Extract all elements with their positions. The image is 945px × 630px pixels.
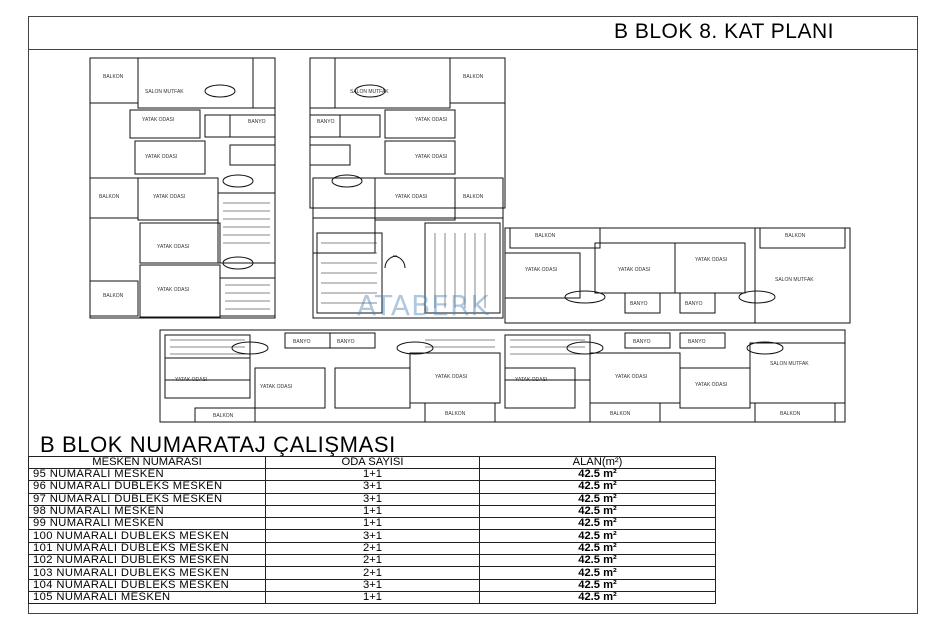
living-room [335,58,450,108]
stair-room [505,335,590,380]
room-label: BANYO [317,119,335,125]
room-label: YATAK ODASI [515,377,548,383]
bathroom-room [340,115,380,137]
table-row [29,591,716,603]
bathroom-room [230,145,275,165]
room-label: BANYO [688,339,706,345]
bedroom-room [505,368,575,408]
room-label: SALON MUTFAK [770,361,809,367]
room-label: BALKON [99,194,120,200]
room-label: YATAK ODASI [157,287,190,293]
left-tower-outline [90,58,275,318]
column-header-mesken: MESKEN NUMARASI [29,457,266,469]
room-label: BALKON [445,411,466,417]
cell-mesken: 100 NUMARALI DUBLEKS MESKEN [29,530,266,542]
room-label: BANYO [633,339,651,345]
table-row [29,469,716,481]
room-label: BALKON [785,233,806,239]
unit-tag [397,342,433,354]
kitchen-strip [310,58,335,108]
room-label: YATAK ODASI [525,267,558,273]
bedroom-room [385,110,455,138]
room-label: YATAK ODASI [695,382,728,388]
room-label: YATAK ODASI [153,194,186,200]
cell-mesken: 97 NUMARALI DUBLEKS MESKEN [29,493,266,505]
room-label: YATAK ODASI [395,194,428,200]
room-label: YATAK ODASI [142,117,175,123]
bathroom-room [205,115,230,137]
unit-tag [565,291,605,303]
room-label: SALON MUTFAK [145,89,184,95]
room-label: BANYO [685,301,703,307]
cell-alan: 42.5 m² [480,530,716,542]
right-tower-outline [310,58,505,208]
room-label: BALKON [535,233,556,239]
cell-mesken: 104 NUMARALI DUBLEKS MESKEN [29,579,266,591]
room-label: BALKON [213,413,234,419]
living-room [755,228,850,323]
cell-mesken: 99 NUMARALI MESKEN [29,518,266,530]
cell-mesken: 105 NUMARALI MESKEN [29,591,266,603]
room-label: BANYO [337,339,355,345]
room-label: YATAK ODASI [145,154,178,160]
cell-alan: 42.5 m² [480,567,716,579]
room-label: YATAK ODASI [695,257,728,263]
cell-alan: 42.5 m² [480,505,716,517]
door-swing [385,256,397,268]
room-label: BANYO [293,339,311,345]
table-row [29,530,716,542]
cell-alan: 42.5 m² [480,481,716,493]
room-label: YATAK ODASI [260,384,293,390]
table-row [29,481,716,493]
cell-oda: 2+1 [266,542,480,554]
table-title: B BLOK NUMARATAJ ÇALIŞMASI [40,432,396,457]
cell-oda: 3+1 [266,493,480,505]
table-row [29,505,716,517]
room-label: BALKON [103,293,124,299]
stair-room [220,278,275,316]
cell-alan: 42.5 m² [480,579,716,591]
bedroom-room [680,368,750,408]
bedroom-room [335,368,410,408]
page-title: B BLOK 8. KAT PLANI [614,20,834,43]
room-label: YATAK ODASI [615,374,648,380]
cell-alan: 42.5 m² [480,555,716,567]
balcony-room [450,58,505,103]
balcony-room [90,58,138,103]
room-label: BALKON [463,194,484,200]
column-header-alan: ALAN(m²) [480,457,716,469]
table-row [29,518,716,530]
room-label: BALKON [780,411,801,417]
room-label: YATAK ODASI [435,374,468,380]
room-label: YATAK ODASI [415,117,448,123]
cell-alan: 42.5 m² [480,518,716,530]
unit-tag [747,342,783,354]
unit-tag [739,291,775,303]
living-room [750,343,845,403]
table-row [29,555,716,567]
cell-mesken: 103 NUMARALI DUBLEKS MESKEN [29,567,266,579]
cell-alan: 42.5 m² [480,469,716,481]
room-label: YATAK ODASI [157,244,190,250]
kitchen-strip [253,58,275,108]
bathroom-room [310,145,350,165]
room-label: YATAK ODASI [175,377,208,383]
cell-oda: 3+1 [266,579,480,591]
unit-tag [205,85,235,97]
table-header-row [29,457,716,469]
cell-alan: 42.5 m² [480,591,716,603]
cell-mesken: 95 NUMARALI MESKEN [29,469,266,481]
unit-numbering-table [28,456,716,604]
column-header-oda: ODA SAYISI [266,457,480,469]
room-label: YATAK ODASI [415,154,448,160]
room-label: BANYO [630,301,648,307]
table-row [29,493,716,505]
watermark: ATABERK [357,289,490,322]
room-label: YATAK ODASI [618,267,651,273]
table-row [29,542,716,554]
bedroom-room [130,110,200,138]
cell-oda: 3+1 [266,481,480,493]
table-row [29,567,716,579]
cell-oda: 2+1 [266,555,480,567]
unit-tag [332,175,362,187]
room-label: SALON MUTFAK [350,89,389,95]
floor-plan [85,53,855,428]
cell-oda: 2+1 [266,567,480,579]
stair-room [218,193,275,263]
table-row [29,579,716,591]
cell-oda: 3+1 [266,530,480,542]
room-label: BALKON [463,74,484,80]
unit-tag [223,175,253,187]
room-label: BALKON [610,411,631,417]
title-bar [28,16,918,50]
room-label: BALKON [103,74,124,80]
east-wing-outline [505,228,850,323]
cell-alan: 42.5 m² [480,493,716,505]
room-label: BANYO [248,119,266,125]
living-room [138,58,253,108]
cell-oda: 1+1 [266,518,480,530]
cell-oda: 1+1 [266,591,480,603]
bedroom-room [675,243,745,293]
cell-oda: 1+1 [266,505,480,517]
stair-room [313,178,375,253]
cell-mesken: 101 NUMARALI DUBLEKS MESKEN [29,542,266,554]
floor-plan-drawing [85,53,855,428]
cell-mesken: 102 NUMARALI DUBLEKS MESKEN [29,555,266,567]
room-label: SALON MUTFAK [775,277,814,283]
bedroom-room [140,223,220,263]
door-swing [393,256,405,268]
cell-alan: 42.5 m² [480,542,716,554]
bedroom-room [505,253,580,298]
cell-mesken: 96 NUMARALI DUBLEKS MESKEN [29,481,266,493]
unit-tag [567,342,603,354]
cell-oda: 1+1 [266,469,480,481]
cell-mesken: 98 NUMARALI MESKEN [29,505,266,517]
